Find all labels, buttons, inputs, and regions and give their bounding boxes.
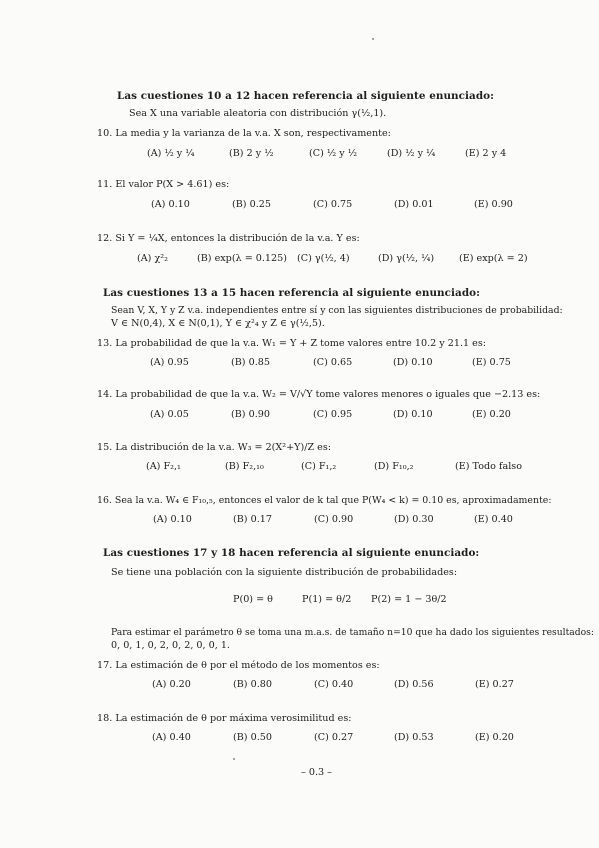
- statement-13-15-line1: Sean V, X, Y y Z v.a. independientes entre sí y con las siguientes distribuciones de probabilidad:: [111, 305, 563, 316]
- option-b: (B) 2 y ½: [229, 148, 274, 159]
- option-d: (D) 0.56: [394, 679, 434, 690]
- statement-17-18-line1: Se tiene una población con la siguiente distribución de probabilidades:: [111, 567, 458, 578]
- distribution-p0: P(0) = θ: [233, 594, 273, 605]
- option-d: (D) F₁₀,₂: [374, 461, 414, 472]
- statement-10-12: Sea X una variable aleatoria con distribución γ(½,1).: [129, 108, 387, 119]
- option-b: (B) 0.50: [233, 732, 272, 743]
- question-14: [97, 389, 540, 400]
- question-text: La probabilidad de que la v.a. W₂ = V/√Y tome valores menores o iguales que −2.13 es:: [115, 389, 541, 400]
- option-b: (B) exp(λ = 0.125): [197, 253, 287, 264]
- question-16: [97, 495, 552, 506]
- page-number: – 0.3 –: [301, 767, 332, 778]
- question-text: La estimación de θ por el método de los momentos es:: [115, 660, 380, 671]
- section-header-13-15: Las cuestiones 13 a 15 hacen referencia al siguiente enunciado:: [103, 287, 481, 299]
- distribution-p2: P(2) = 1 − 3θ/2: [371, 594, 447, 605]
- question-number: 16.: [97, 495, 112, 506]
- option-e: (E) 2 y 4: [465, 148, 507, 159]
- option-c: (C) F₁,₂: [301, 461, 337, 472]
- question-number: 10.: [97, 128, 113, 139]
- option-e: (E) 0.20: [475, 732, 514, 743]
- option-c: (C) 0.90: [314, 514, 354, 525]
- option-e: (E) Todo falso: [455, 461, 522, 472]
- option-e: (E) 0.20: [472, 409, 511, 420]
- option-d: (D) 0.01: [394, 199, 434, 210]
- question-18: [97, 713, 351, 724]
- question-number: 17.: [97, 660, 113, 671]
- option-c: (C) 0.65: [313, 357, 353, 368]
- option-e: (E) 0.90: [474, 199, 513, 210]
- section-header-17-18: Las cuestiones 17 y 18 hacen referencia al siguiente enunciado:: [103, 547, 480, 559]
- option-d: (D) 0.10: [393, 357, 433, 368]
- option-c: (C) 0.40: [314, 679, 354, 690]
- statement-13-15-line2: V ∈ N(0,4), X ∈ N(0,1), Y ∈ χ²₄ y Z ∈ γ(½,5).: [111, 318, 325, 329]
- distribution-p1: P(1) = θ/2: [302, 594, 352, 605]
- question-text: La media y la varianza de la v.a. X son, respectivamente:: [115, 128, 391, 139]
- question-number: 11.: [97, 179, 113, 190]
- question-text: La probabilidad de que la v.a. W₁ = Y + Z tome valores entre 10.2 y 21.1 es:: [115, 338, 486, 349]
- option-c: (C) 0.95: [313, 409, 353, 420]
- question-text: La distribución de la v.a. W₃ = 2(X²+Y)/Z es:: [115, 442, 331, 453]
- option-c: (C) 0.75: [313, 199, 353, 210]
- option-e: (E) 0.40: [474, 514, 513, 525]
- option-b: (B) 0.80: [233, 679, 272, 690]
- option-b: (B) 0.25: [232, 199, 271, 210]
- option-a: (A) 0.95: [150, 357, 189, 368]
- option-d: (D) 0.53: [394, 732, 434, 743]
- question-text: El valor P(X > 4.61) es:: [115, 179, 230, 190]
- question-text: Sea la v.a. W₄ ∈ F₁₀,₅, entonces el valor de k tal que P(W₄ < k) = 0.10 es, aproximadamente:: [114, 495, 552, 506]
- option-b: (B) F₂,₁₀: [225, 461, 264, 472]
- option-a: (A) 0.05: [150, 409, 189, 420]
- question-number: 18.: [97, 713, 113, 724]
- option-e: (E) 0.27: [475, 679, 514, 690]
- option-a: (A) 0.10: [151, 199, 190, 210]
- option-a: (A) F₂,₁: [146, 461, 181, 472]
- question-17: [97, 660, 380, 671]
- scan-speck: [233, 758, 235, 760]
- option-b: (B) 0.17: [233, 514, 272, 525]
- option-a: (A) χ²₂: [137, 253, 168, 264]
- section-header-10-12: Las cuestiones 10 a 12 hacen referencia al siguiente enunciado:: [117, 90, 495, 102]
- scan-speck: [372, 38, 374, 40]
- option-e: (E) 0.75: [472, 357, 511, 368]
- option-c: (C) 0.27: [314, 732, 354, 743]
- question-11: [97, 179, 229, 190]
- question-13: [97, 338, 486, 349]
- option-d: (D) ½ y ¼: [387, 148, 436, 159]
- option-a: (A) ½ y ¼: [147, 148, 195, 159]
- option-a: (A) 0.10: [153, 514, 192, 525]
- option-e: (E) exp(λ = 2): [459, 253, 528, 264]
- option-d: (D) 0.10: [393, 409, 433, 420]
- question-text: Si Y = ¼X, entonces la distribución de la v.a. Y es:: [115, 233, 360, 244]
- option-b: (B) 0.85: [231, 357, 270, 368]
- option-c: (C) γ(½, 4): [297, 253, 350, 264]
- question-number: 13.: [97, 338, 113, 349]
- option-c: (C) ½ y ½: [309, 148, 357, 159]
- question-10: [97, 128, 391, 139]
- option-a: (A) 0.20: [152, 679, 191, 690]
- statement-17-18-sample: 0, 0, 1, 0, 2, 0, 2, 0, 0, 1.: [111, 640, 230, 651]
- statement-17-18-line2: Para estimar el parámetro θ se toma una m.a.s. de tamaño n=10 que ha dado los siguientes resultados:: [111, 627, 594, 638]
- question-number: 15.: [97, 442, 113, 453]
- question-text: La estimación de θ por máxima verosimilitud es:: [115, 713, 352, 724]
- question-15: [97, 442, 331, 453]
- question-number: 12.: [97, 233, 113, 244]
- option-d: (D) γ(½, ¼): [378, 253, 435, 264]
- option-d: (D) 0.30: [394, 514, 434, 525]
- option-a: (A) 0.40: [152, 732, 191, 743]
- option-b: (B) 0.90: [231, 409, 270, 420]
- question-number: 14.: [97, 389, 113, 400]
- question-12: [97, 233, 360, 244]
